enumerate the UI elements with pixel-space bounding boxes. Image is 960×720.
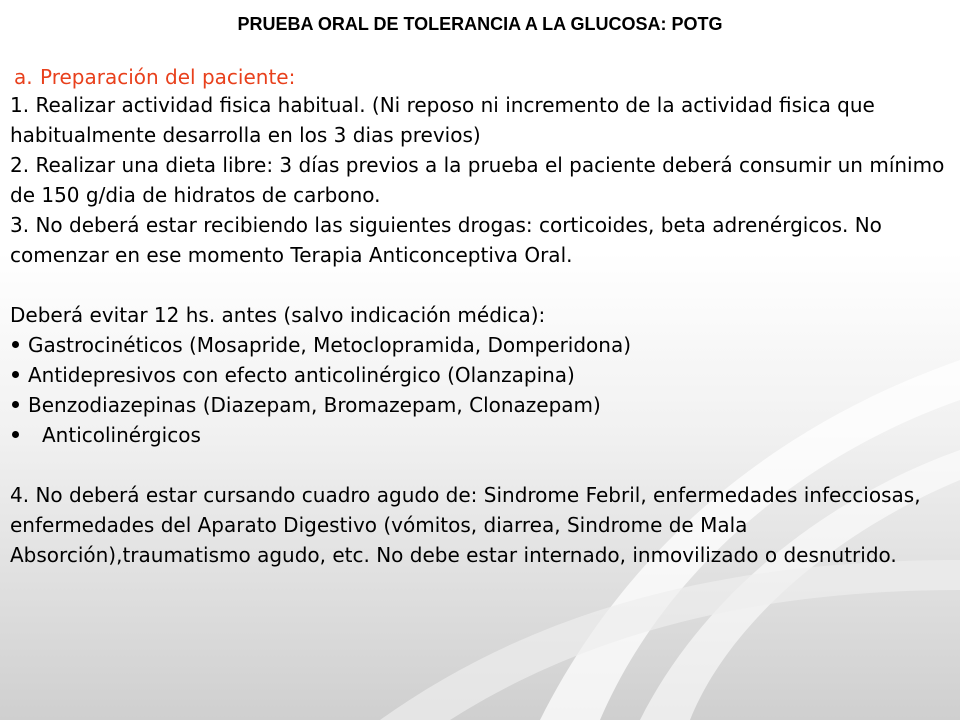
item-1: 1. Realizar actividad fisica habitual. (Ni reposo ni incremento de la actividad fisica que habitualmente desarrolla en los 3 dias previos) — [10, 93, 875, 147]
bullet-icon — [10, 330, 28, 360]
section-heading-text: Preparación del paciente: — [40, 65, 296, 89]
list-item: Gastrocinéticos (Mosapride, Metoclopramida, Domperidona) — [10, 330, 945, 360]
slide-content — [10, 64, 945, 570]
spacer — [10, 270, 945, 300]
bullet-icon — [10, 390, 28, 420]
item-2: 2. Realizar una dieta libre: 3 días previos a la prueba el paciente deberá consumir un mínimo de 150 g/dia de hidratos de carbono. — [10, 153, 945, 207]
section-heading — [10, 64, 945, 90]
avoid-heading: Deberá evitar 12 hs. antes (salvo indicación médica): — [10, 303, 546, 327]
page-title: PRUEBA ORAL DE TOLERANCIA A LA GLUCOSA: POTG — [237, 14, 723, 34]
bullet-icon — [10, 420, 42, 450]
drug-list — [10, 330, 945, 450]
bullet-icon — [10, 360, 28, 390]
list-item: Antidepresivos con efecto anticolinérgico (Olanzapina) — [10, 360, 945, 390]
list-item: Anticolinérgicos — [10, 420, 945, 450]
item-4: 4. No deberá estar cursando cuadro agudo de: Sindrome Febril, enfermedades infecciosas, enfermedades del Aparato Digestivo (vómitos, diarrea, Sindrome de Mala Absorción),traumatismo agudo, etc. No debe estar internado, inmovilizado o desnutrido. — [10, 483, 921, 567]
list-item: Benzodiazepinas (Diazepam, Bromazepam, Clonazepam) — [10, 390, 945, 420]
item-3: 3. No deberá estar recibiendo las siguientes drogas: corticoides, beta adrenérgicos. No comenzar en ese momento Terapia Anticonceptiva Oral. — [10, 213, 882, 267]
section-marker: a. — [14, 65, 33, 89]
spacer — [10, 450, 945, 480]
